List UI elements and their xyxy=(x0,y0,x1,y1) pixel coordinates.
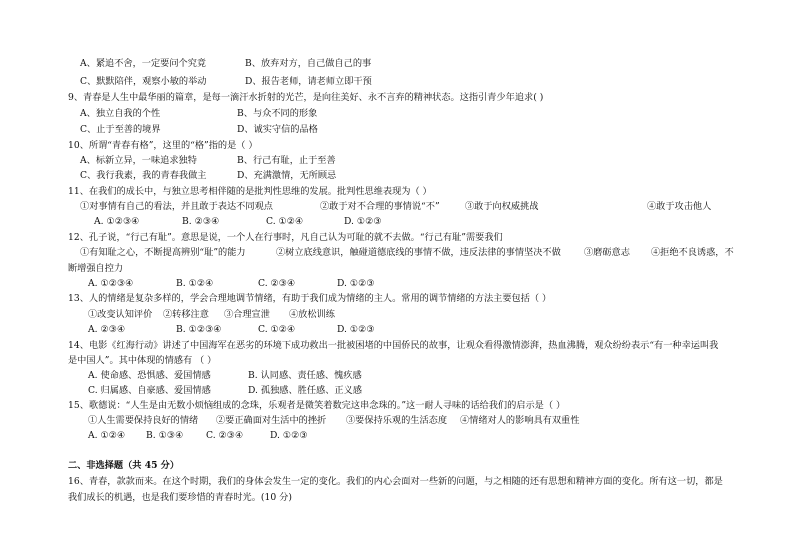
q12-stem: 12、孔子说，“行己有耻”。意思是说，一个人在行事时，凡自己认为可耻的就不去做。“行己有耻”需要我们 xyxy=(68,232,503,243)
q11-option-b: B. ②③④ xyxy=(182,216,220,227)
q9-option-a: A、独立自我的个性 xyxy=(80,108,161,119)
q8-option-c: C、默默陪伴，观察小敏的举动 xyxy=(80,76,207,87)
q9-option-c: C、止于至善的境界 xyxy=(80,124,161,135)
q11-statement-2: ②敢于对不合理的事情说“不” xyxy=(320,201,440,212)
q14-stem: 14、电影《红海行动》讲述了中国海军在恶劣的环境下成功救出一批被困堵的中国侨民的故事，让观众看得激情澎湃，热血沸腾，观众纷纷表示“有一种幸运叫我 xyxy=(68,340,719,351)
q14-option-c: C. 归属感、自豪感、爱国情感 xyxy=(88,385,211,396)
q13-stem: 13、人的情绪是复杂多样的，学会合理地调节情绪，有助于我们成为情绪的主人。常用的调节情绪的方法主要包括（ ） xyxy=(68,293,552,304)
q10-option-c: C、我行我素，我的青春我做主 xyxy=(80,170,207,181)
q15-option-a: A. ①②④ xyxy=(88,430,126,441)
q11-option-a: A. ①②③④ xyxy=(94,216,140,227)
q11-statement-3: ③敢于向权威挑战 xyxy=(465,201,539,212)
q9-option-d: D、诚实守信的品格 xyxy=(237,124,318,135)
q13-option-d: D. ①②③ xyxy=(337,324,375,335)
q14-option-a: A. 使命感、恐惧感、爱国情感 xyxy=(88,370,211,381)
q11-option-d: D. ①②③ xyxy=(344,216,382,227)
q8-option-d: D、报告老师，请老师立即干预 xyxy=(245,76,372,87)
q11-statement-1: ①对事情有自己的看法，并且敢于表达不同观点 xyxy=(80,201,273,212)
q11-statement-4: ④敢于攻击他人 xyxy=(647,201,712,212)
q12-stem-continued: 断增强自控力 xyxy=(68,263,124,274)
q11-option-c: C. ①②④ xyxy=(266,216,304,227)
q15-option-d: D. ①②③ xyxy=(270,430,308,441)
q12-option-a: A. ①②③④ xyxy=(88,278,134,289)
q14-option-b: B. 认同感、责任感、愧疚感 xyxy=(248,370,362,381)
section-title: 二、非选择题（共 45 分） xyxy=(68,460,180,471)
q8-option-b: B、放弃对方，自己做自己的事 xyxy=(245,58,372,69)
q12-statement-2: ②树立底线意识，触碰道德底线的事情不做，违反法律的事情坚决不做 xyxy=(276,247,561,258)
q12-option-c: C. ②③④ xyxy=(258,278,296,289)
q15-statement-1: ①人生需要保持良好的情绪 xyxy=(88,415,199,426)
q15-statement-2: ②要正确面对生活中的挫折 xyxy=(216,415,327,426)
q10-option-d: D、充满激情，无所顾忌 xyxy=(237,170,337,181)
q13-statement-2: ②转移注意 xyxy=(163,309,209,320)
q13-statement-3: ③合理宣泄 xyxy=(224,309,270,320)
q13-statement-1: ①改变认知评价 xyxy=(88,309,153,320)
q11-stem: 11、在我们的成长中，与独立思考相伴随的是批判性思维的发展。批判性思维表现为（ ） xyxy=(68,186,432,197)
q16-text-line-2: 我们成长的机遇，也是我们要珍惜的青春时光。(10 分) xyxy=(68,492,292,503)
q13-option-b: B. ①②③④ xyxy=(176,324,222,335)
q8-option-a: A、紧追不舍，一定要问个究竟 xyxy=(80,58,207,69)
q10-option-a: A、标新立异，一味追求独特 xyxy=(80,155,197,166)
q10-stem: 10、所谓“青春有格”，这里的“格”指的是（ ） xyxy=(68,140,258,151)
q12-statement-1: ①有知耻之心，不断提高辨别“耻”的能力 xyxy=(80,247,246,258)
q16-text-line-1: 16、青春，款款而来。在这个时期，我们的身体会发生一定的变化。我们的内心会面对一些新的问题，与之相随的还有思想和精神方面的变化。所有这一切，都是 xyxy=(68,476,723,487)
q14-stem-continued: 是中国人”。其中体现的情感有 （ ） xyxy=(68,355,217,366)
q15-option-b: B. ①③④ xyxy=(146,430,184,441)
q12-statement-3: ③磨砺意志 xyxy=(584,247,630,258)
q10-option-b: B、行己有耻，止于至善 xyxy=(237,155,336,166)
q15-stem: 15、歌德说：“人生是由无数小烦恼组成的念珠，乐观者是微笑着数完这串念珠的。”这一耐人寻味的话给我们的启示是（ ） xyxy=(68,400,566,411)
q15-statement-3: ③要保持乐观的生活态度 xyxy=(346,415,448,426)
q9-stem: 9、青春是人生中最华丽的篇章，是每一滴汗水折射的光芒，是向往美好、永不言弃的精神状态。这指引青少年追求( ) xyxy=(68,92,544,103)
q12-option-d: D. ①②③ xyxy=(337,278,375,289)
q14-option-d: D. 孤独感、胜任感、正义感 xyxy=(248,385,362,396)
q9-option-b: B、与众不同的形象 xyxy=(237,108,318,119)
q15-option-c: C. ②③④ xyxy=(206,430,244,441)
q12-option-b: B. ①②④ xyxy=(176,278,214,289)
q15-statement-4: ④情绪对人的影响具有双重性 xyxy=(460,415,580,426)
q13-option-c: C. ①②④ xyxy=(258,324,296,335)
q12-statement-4: ④拒绝不良诱惑，不 xyxy=(651,247,734,258)
q13-option-a: A. ②③④ xyxy=(88,324,126,335)
q13-statement-4: ④放松训练 xyxy=(289,309,335,320)
